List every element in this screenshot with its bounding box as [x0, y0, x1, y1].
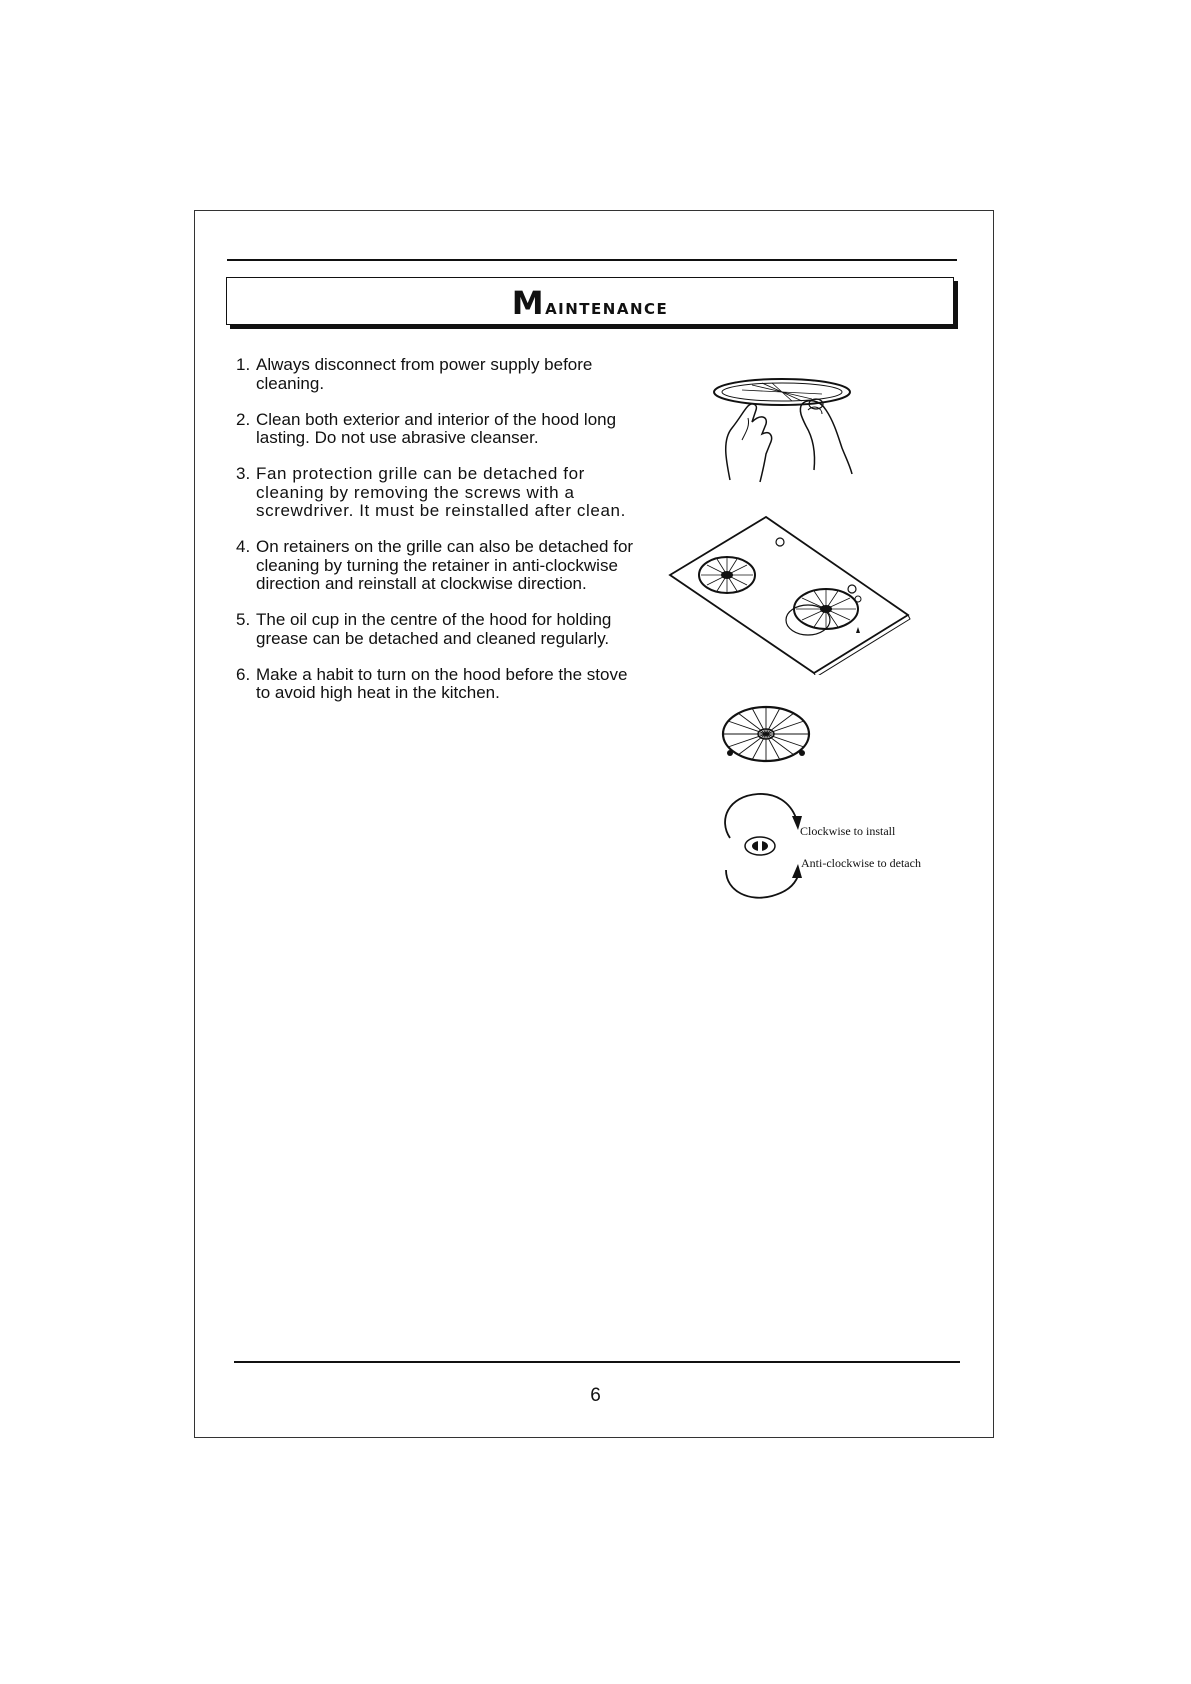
list-item	[236, 465, 636, 521]
footer-rule	[234, 1361, 960, 1363]
list-item	[236, 666, 636, 703]
item-text: The oil cup in the centre of the hood for holding grease can be detached and cleaned regularly.	[256, 610, 612, 648]
item-text: Make a habit to turn on the hood before the stove to avoid high heat in the kitchen.	[256, 664, 628, 702]
item-text: Clean both exterior and interior of the hood long lasting. Do not use abrasive cleanser.	[256, 409, 617, 447]
hood-underside-illustration	[668, 515, 913, 675]
item-text: On retainers on the grille can also be detached for cleaning by turning the retainer in anti-clockwise direction and reinstall at clockwise direction.	[256, 537, 634, 593]
grille-right	[786, 589, 858, 635]
list-item	[236, 411, 636, 448]
item-text: Always disconnect from power supply before cleaning.	[256, 355, 593, 393]
item-number: 5.	[236, 610, 251, 629]
section-title-box	[226, 277, 954, 325]
item-number: 1.	[236, 355, 251, 374]
list-item	[236, 538, 636, 594]
item-number: 6.	[236, 664, 251, 684]
page-number: 6	[590, 1385, 601, 1406]
item-number: 2.	[236, 409, 251, 429]
fan-grille-illustration	[720, 705, 812, 765]
retainer-rotation-diagram	[716, 790, 806, 905]
page-title: Maintenance	[511, 284, 669, 322]
item-text: Fan protection grille can be detached for cleaning by removing the screws with a screwdriver. It must be reinstalled after clean.	[256, 464, 626, 520]
header-rule	[227, 259, 957, 261]
item-number: 4.	[236, 537, 251, 556]
hands-removing-grille-illustration	[712, 370, 872, 500]
list-item	[236, 611, 636, 648]
anticlockwise-label: Anti-clockwise to detach	[801, 856, 921, 870]
list-item	[236, 356, 636, 393]
clockwise-label: Clockwise to install	[800, 824, 896, 838]
item-number: 3.	[236, 464, 251, 483]
instruction-list	[236, 356, 636, 720]
grille-left	[699, 557, 755, 593]
